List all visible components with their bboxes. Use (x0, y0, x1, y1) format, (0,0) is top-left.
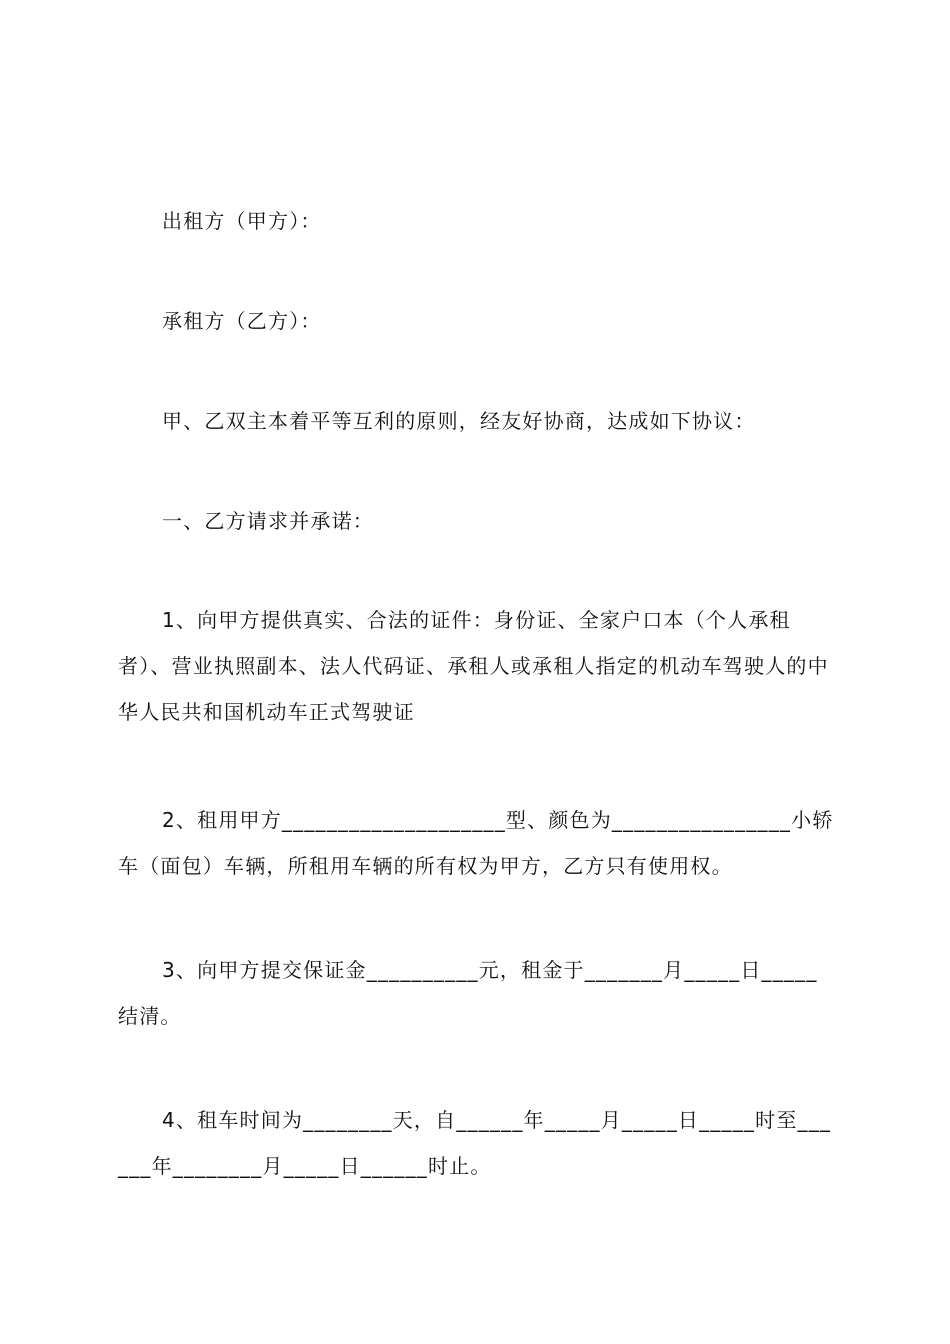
lessor-line: 出租方（甲方）： (162, 209, 322, 233)
section-heading: 一、乙方请求并承诺： (162, 509, 374, 533)
clause-2: 2、租用甲方____________________型、颜色为________________小轿车（面包）车辆，所租用车辆的所有权为甲方，乙方只有使用权。 (118, 808, 834, 878)
clause-3: 3、向甲方提交保证金__________元，租金于_______月_____日_____结清。 (118, 958, 818, 1028)
clause-4: 4、租车时间为________天，自______年_____月_____日_____时至______年________月_____日______时止。 (118, 1108, 832, 1178)
lessee-line: 承租方（乙方）： (162, 309, 322, 333)
clause-1: 1、向甲方提供真实、合法的证件：身份证、全家户口本（个人承租者）、营业执照副本、法人代码证、承租人或承租人指定的机动车驾驶人的中华人民共和国机动车正式驾驶证 (118, 608, 829, 724)
agreement-intro: 甲、乙双主本着平等互利的原则，经友好协商，达成如下协议： (162, 409, 756, 433)
